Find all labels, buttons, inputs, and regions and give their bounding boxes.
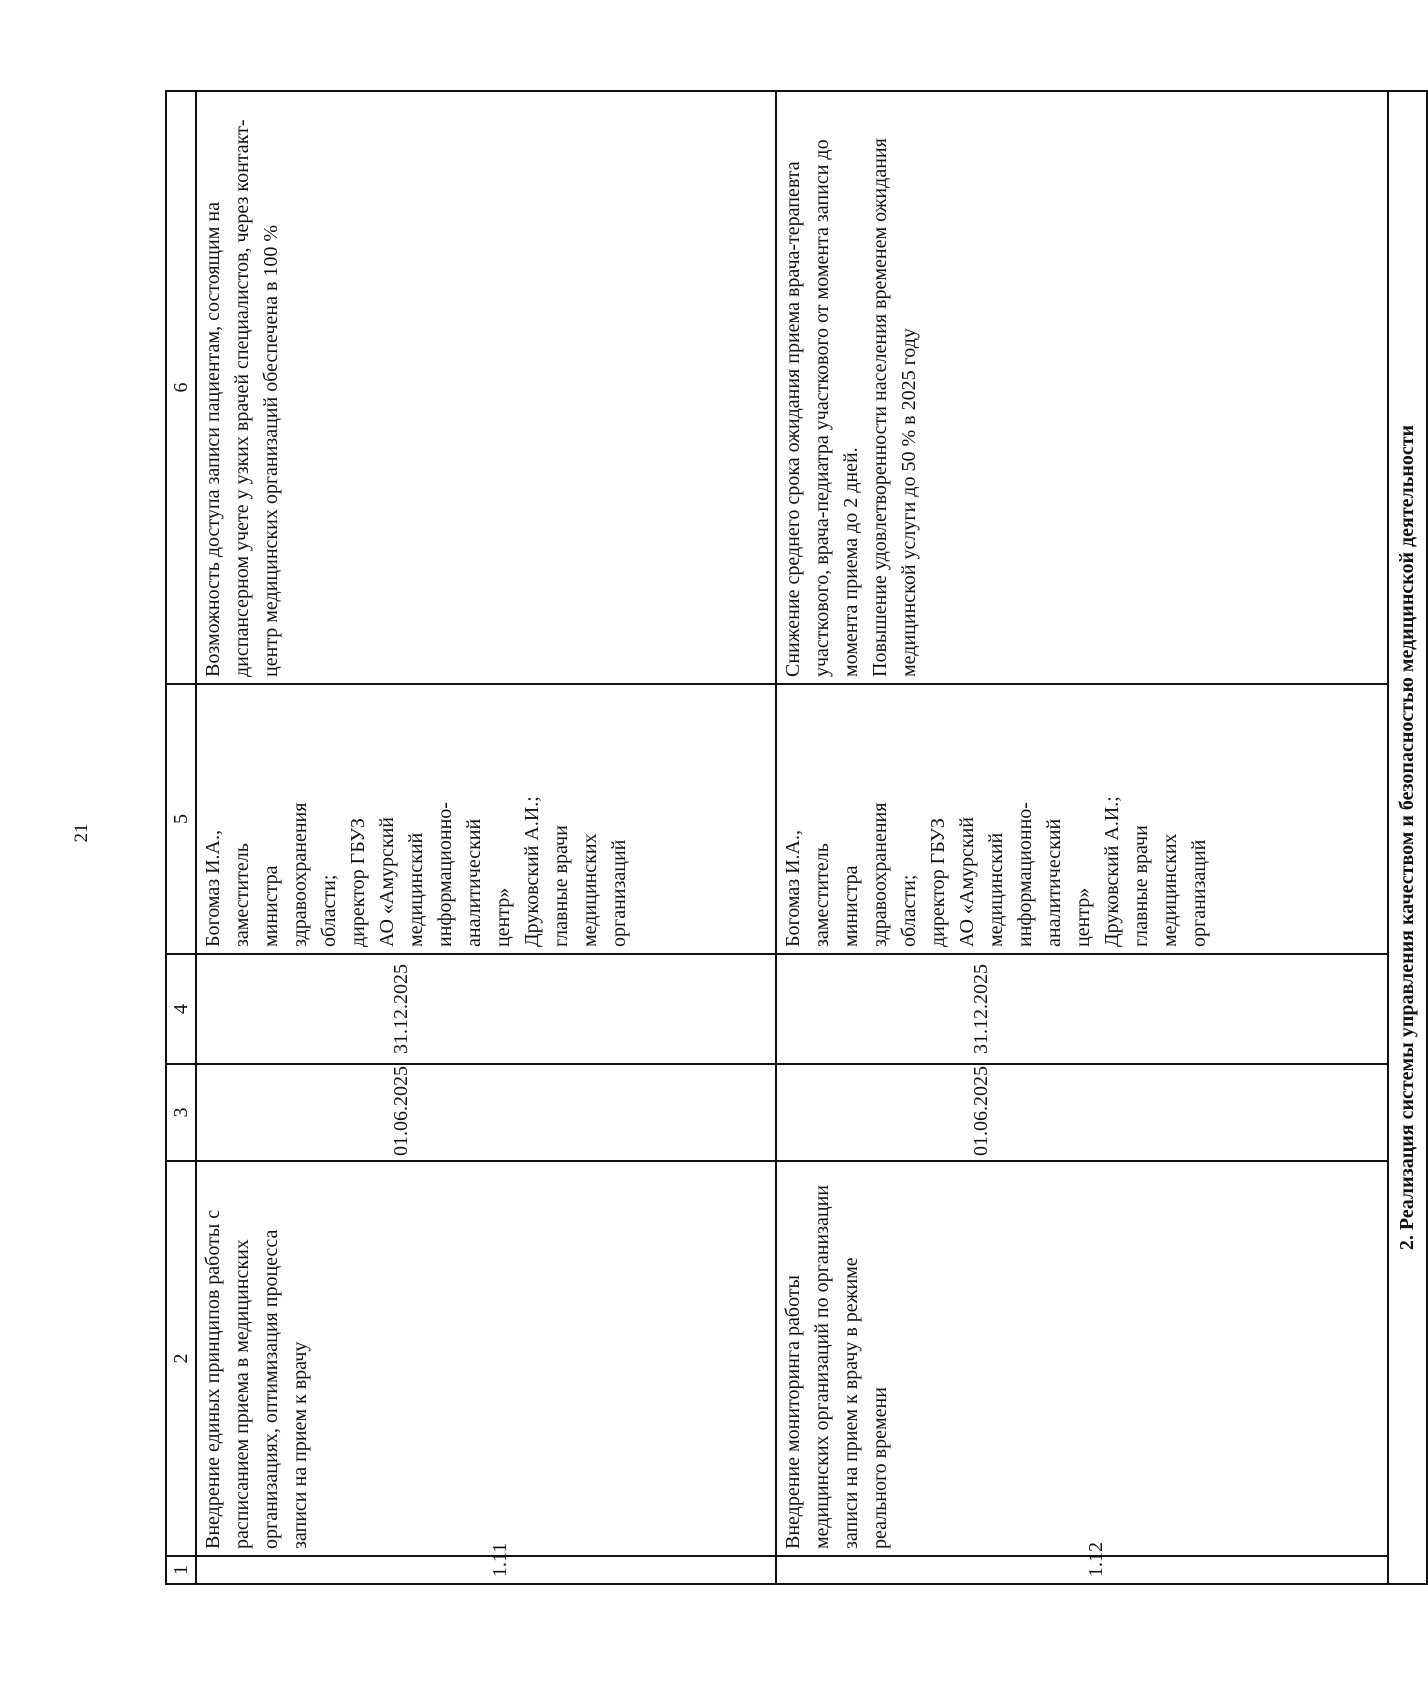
responsible-line: главные врачи xyxy=(1130,825,1152,947)
responsible-line: центр» xyxy=(492,887,514,947)
responsible-line: аналитический xyxy=(1043,818,1065,947)
responsible-line: Богомаз И.А., xyxy=(782,830,804,947)
responsible-cell xyxy=(196,684,776,954)
column-header: 3 xyxy=(166,1064,196,1161)
result-paragraph: Снижение среднего срока ожидания приема врача-терапевта участкового, врача-педиатра участкового от момента записи до момента приема до 2 дней. xyxy=(782,139,862,677)
end-date-cell: 31.12.2025 xyxy=(196,954,776,1064)
responsible-line: заместитель xyxy=(231,843,253,947)
page-number: 21 xyxy=(71,823,92,843)
responsible-line: здравоохранения xyxy=(289,802,311,947)
responsible-line: главные врачи xyxy=(550,825,572,947)
responsible-line: Друковский А.И.; xyxy=(521,796,543,947)
responsible-line: организаций xyxy=(608,839,630,947)
column-header: 6 xyxy=(166,91,196,684)
start-date-cell: 01.06.2025 xyxy=(196,1064,776,1161)
responsible-cell xyxy=(776,684,1388,954)
responsible-line: Богомаз И.А., xyxy=(202,830,224,947)
responsible-line: министра xyxy=(260,865,282,947)
responsible-line: области; xyxy=(318,874,340,947)
responsible-line: области; xyxy=(898,874,920,947)
column-header: 2 xyxy=(166,1161,196,1556)
responsible-line: министра xyxy=(840,865,862,947)
result-cell: Возможность доступа записи пациентам, состоящим на диспансерном учете у узких врачей специалистов, через контакт-центр медицинских организаций обеспечена в 100 % xyxy=(196,91,776,684)
responsible-line: АО «Амурский xyxy=(376,817,398,947)
row-number: 1.12 xyxy=(776,1556,1388,1584)
responsible-line: директор ГБУЗ xyxy=(927,818,949,947)
plan-table xyxy=(165,90,1428,1585)
row-number: 1.11 xyxy=(196,1556,776,1584)
responsible-line: центр» xyxy=(1072,887,1094,947)
responsible-line: информационно- xyxy=(1014,802,1036,947)
landscape-page xyxy=(165,92,1418,1585)
section-heading: 2. Реализация системы управления качеством и безопасностью медицинской деятельности xyxy=(1388,91,1427,1584)
result-paragraph: Повышение удовлетворенности населения временем ожидания медицинской услуги до 50 % в 2025 году xyxy=(869,138,920,677)
responsible-line: Друковский А.И.; xyxy=(1101,796,1123,947)
end-date-cell: 31.12.2025 xyxy=(776,954,1388,1064)
start-date-cell: 01.06.2025 xyxy=(776,1064,1388,1161)
result-cell xyxy=(776,91,1388,684)
responsible-line: АО «Амурский xyxy=(956,817,978,947)
table-header-row xyxy=(166,91,196,1584)
activity-cell: Внедрение единых принципов работы с расписанием приема в медицинских организациях, оптимизация процесса записи на прием к врачу xyxy=(196,1161,776,1556)
responsible-line: медицинский xyxy=(405,832,427,947)
responsible-line: медицинский xyxy=(985,832,1007,947)
responsible-line: организаций xyxy=(1188,839,1210,947)
table-row xyxy=(776,91,1388,1584)
activity-cell: Внедрение мониторинга работы медицинских организаций по организации записи на прием к врачу в режиме реального времени xyxy=(776,1161,1388,1556)
table-row xyxy=(196,91,776,1584)
responsible-line: аналитический xyxy=(463,818,485,947)
responsible-line: здравоохранения xyxy=(869,802,891,947)
responsible-line: директор ГБУЗ xyxy=(347,818,369,947)
section-heading-row xyxy=(1388,91,1427,1584)
column-header: 4 xyxy=(166,954,196,1064)
column-header: 5 xyxy=(166,684,196,954)
responsible-line: медицинских xyxy=(1159,833,1181,947)
rotated-table-frame xyxy=(165,92,1418,1585)
responsible-line: информационно- xyxy=(434,802,456,947)
column-header: 1 xyxy=(166,1556,196,1584)
responsible-line: медицинских xyxy=(579,833,601,947)
responsible-line: заместитель xyxy=(811,843,833,947)
